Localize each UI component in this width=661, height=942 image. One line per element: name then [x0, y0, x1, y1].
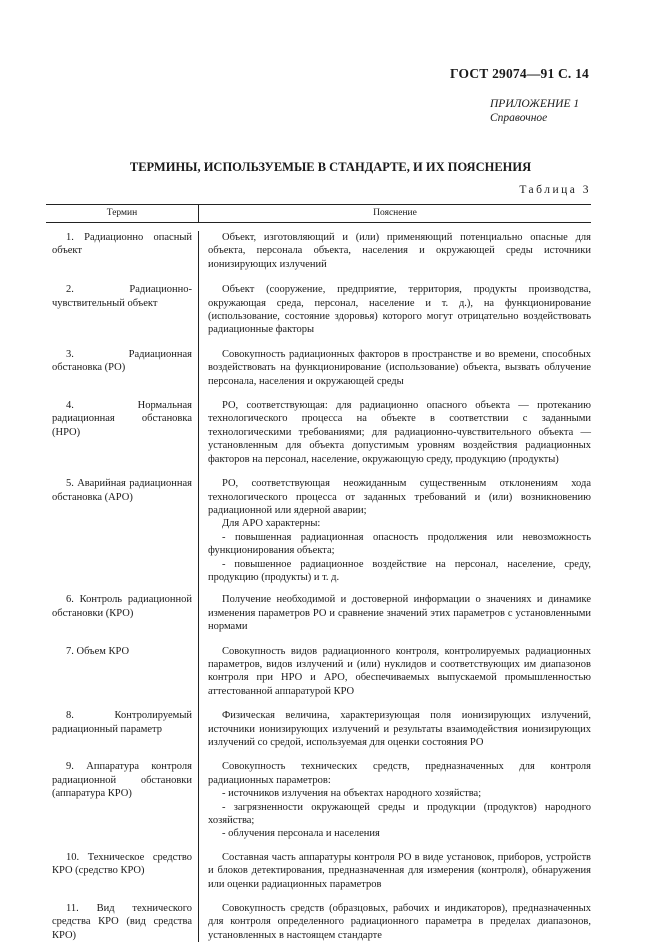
explanation-paragraph: Совокупность видов радиационного контроля, контролируемых радиационных параметров, видов излучений и (или) нуклидов и соответствующих им диапазонов контроля при НРО и АРО, обеспечиваемых выпускаемой промышленностью аттестованной аппаратурой КРО	[208, 645, 591, 697]
appendix-subtitle: Справочное	[490, 112, 548, 124]
term-text: 8. Контролируемый радиационный параметр	[52, 710, 192, 735]
explanation-paragraph: Объект, изготовляющий и (или) применяющий потенциально опасные для объекта, персонала объекта, населения и окружающей среды источники ионизирующих излучений	[208, 232, 591, 270]
term-cell	[46, 645, 198, 699]
appendix-block	[490, 97, 579, 125]
term-cell	[46, 760, 198, 840]
explanation-paragraph: Получение необходимой и достоверной информации о значениях и динамике изменения параметров РО и сравнение значений этих параметров с установленными нормами	[208, 594, 591, 633]
term-text: 9. Аппаратура контроля радиационной обстановки (аппаратура КРО)	[52, 761, 192, 800]
explanation-paragraph: Для АРО характерны:	[222, 518, 321, 530]
explanation-paragraph: Физическая величина, характеризующая поля ионизирующих излучений, источники ионизирующих излучений и результаты взаимодействия ионизирующих излучений со средой, используемая для оценки состояния РО	[208, 710, 591, 748]
explanation-paragraph: Совокупность средств (образцовых, рабочих и индикаторов), предназначенных для контроля определенного радиационного параметра в пределах диапазонов, установленных в настоящем стандарте	[208, 903, 591, 941]
explanation-paragraph: - источников излучения на объектах народного хозяйства;	[222, 788, 482, 800]
term-cell	[46, 851, 198, 891]
term-text: 10. Техническое средство КРО (средство КРО)	[52, 851, 192, 877]
explanation-paragraph: - загрязненности окружающей среды и продукции (продуктов) народного хозяйства;	[208, 801, 591, 827]
explanation-paragraph: - повышенная радиационная опасность продолжения или невозможность функционирования объекта;	[208, 531, 591, 557]
explanation-paragraph: Совокупность радиационных факторов в пространстве и во времени, способных воздействовать на функционирование (использование) объекта, вызвать облучение персонала, населения и окружающей среды	[208, 348, 591, 387]
table-row	[46, 283, 591, 337]
table-row	[46, 645, 591, 699]
table-label: Таблица 3	[519, 184, 591, 196]
appendix-title: ПРИЛОЖЕНИЕ 1	[490, 98, 580, 110]
explanation-paragraph: - повышенное радиационное воздействие на персонал, население, среду, продукцию (продукты) и т. д.	[208, 558, 591, 583]
column-divider	[198, 231, 199, 942]
table-row	[46, 851, 591, 891]
explanation-cell	[198, 348, 591, 388]
table-row	[46, 477, 591, 584]
table-row	[46, 760, 591, 840]
explanation-cell	[198, 399, 591, 466]
table-body	[46, 231, 591, 942]
explanation-cell	[198, 760, 591, 840]
term-cell	[46, 283, 198, 337]
explanation-cell	[198, 645, 591, 699]
document-reference: ГОСТ 29074—91 С. 14	[450, 66, 589, 81]
column-header-term: Термин	[46, 205, 199, 222]
explanation-cell	[198, 851, 591, 891]
explanation-cell	[198, 709, 591, 749]
explanation-paragraph: РО, соответствующая неожиданным существенным отклонениям хода технологического процесса от заданных требований и (или) возникновению радиационной или ядерной аварии;	[208, 478, 591, 516]
table-row	[46, 902, 591, 942]
term-text: 4. Нормальная радиационная обстановка (НРО)	[52, 400, 192, 438]
table-row	[46, 231, 591, 271]
page-title: ТЕРМИНЫ, ИСПОЛЬЗУЕМЫЕ В СТАНДАРТЕ, И ИХ ПОЯСНЕНИЯ	[129, 160, 532, 174]
explanation-paragraph: - облучения персонала и населения	[222, 828, 380, 840]
term-text: 1. Радиационно опасный объект	[52, 232, 192, 257]
term-cell	[46, 593, 198, 633]
explanation-paragraph: Объект (сооружение, предприятие, территория, продукты производства, окружающая среда, персонал, население и т. д.), на функционирование (использование, состояние здоровья) которого могут отрицательно воздействовать радиационные факторы	[208, 284, 591, 336]
table-row	[46, 709, 591, 749]
explanation-cell	[198, 283, 591, 337]
column-header-explanation: Пояснение	[373, 208, 417, 218]
term-cell	[46, 477, 198, 584]
table-row	[46, 348, 591, 388]
explanation-paragraph: Составная часть аппаратуры контроля РО в виде установок, приборов, устройств и блоков детектирования, предназначенная для измерения (контроля), обнаружения или оценки радиационных параметров	[208, 851, 591, 890]
term-text: 3. Радиационная обстановка (РО)	[52, 348, 192, 374]
table-row	[46, 593, 591, 633]
explanation-paragraph: РО, соответствующая: для радиационно опасного объекта — протеканию технологического процесса на объекте в соответствии с заданными технологическими требованиями; для радиационно-чувствительного объекта — установленным для объекта допустимым уровням воздействия радиационных факторов на персонал, население, окружающую среду, продукцию (продукты)	[208, 400, 591, 465]
term-cell	[46, 399, 198, 466]
term-cell	[46, 348, 198, 388]
term-text: 7. Объем КРО	[66, 645, 130, 657]
term-cell	[46, 231, 198, 271]
explanation-cell	[198, 477, 591, 584]
table-row	[46, 399, 591, 466]
explanation-cell	[198, 231, 591, 271]
term-text: 11. Вид технического средства КРО (вид средства КРО)	[52, 903, 192, 941]
explanation-cell	[198, 593, 591, 633]
term-cell	[46, 709, 198, 749]
term-text: 2. Радиационно-чувствительный объект	[52, 284, 192, 309]
explanation-cell	[198, 902, 591, 942]
table-header	[46, 205, 591, 223]
term-text: 5. Аварийная радиационная обстановка (АРО)	[52, 478, 192, 503]
term-text: 6. Контроль радиационной обстановки (КРО)	[52, 594, 192, 619]
terms-table	[46, 204, 591, 942]
explanation-paragraph: Совокупность технических средств, предназначенных для контроля радиационных параметров:	[208, 761, 591, 786]
term-cell	[46, 902, 198, 942]
